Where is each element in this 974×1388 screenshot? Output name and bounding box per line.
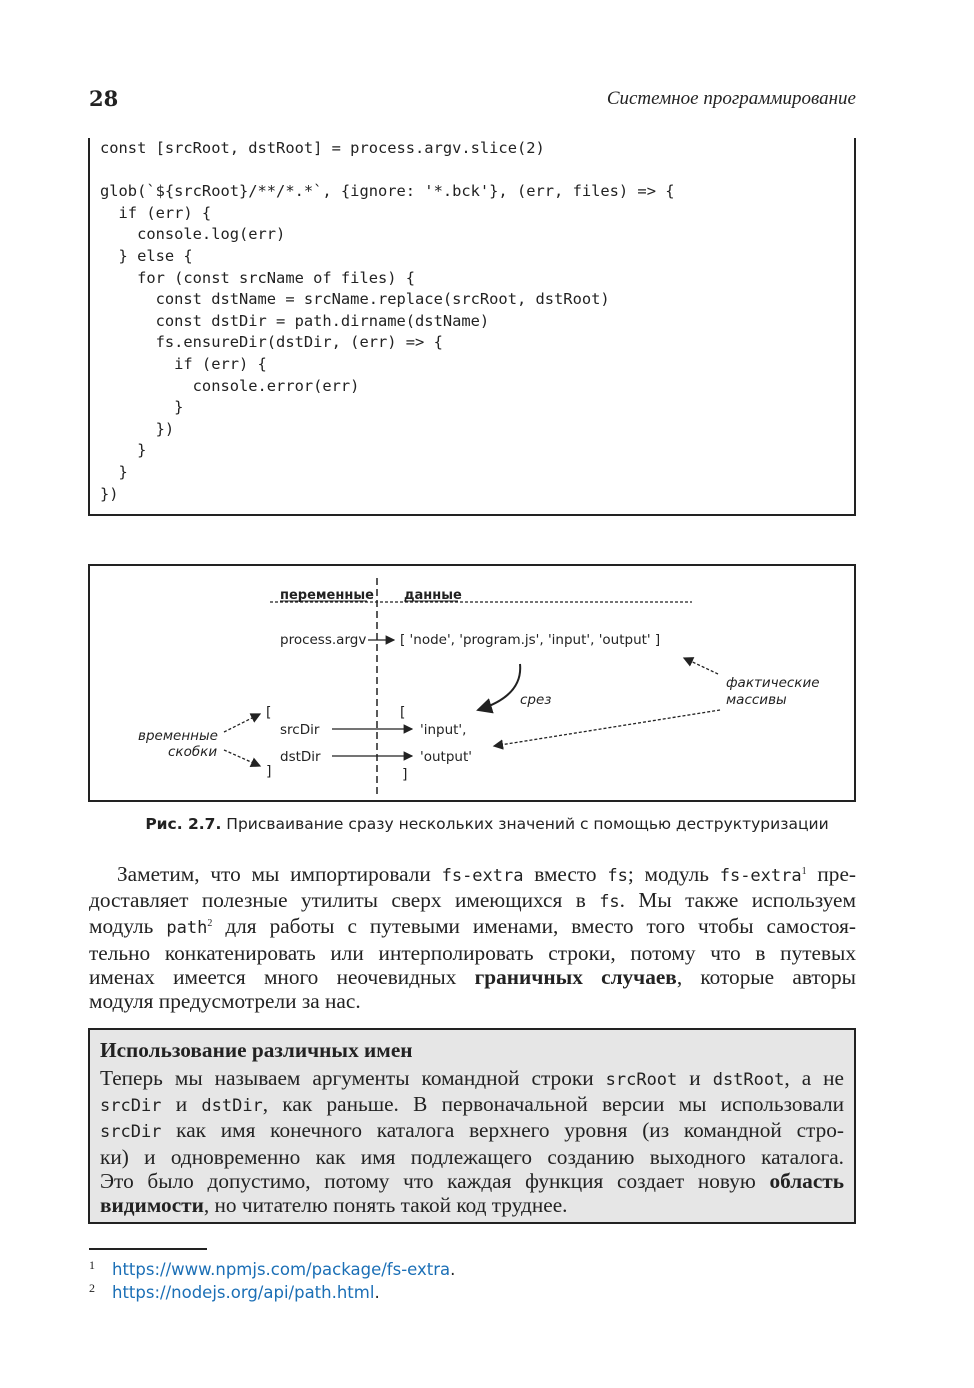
para-line-5: именах имеется много неочевидных граничных случаев, которые авторы	[89, 964, 856, 989]
actual-label-1: фактические	[726, 675, 820, 691]
note-line-2: srcDir и dstDir, как раньше. В первоначальной версии мы использовали	[100, 1092, 845, 1117]
input-value: 'input',	[420, 722, 467, 738]
figure-caption	[0, 815, 974, 833]
caption-text: Присваивание сразу нескольких значений с помощью деструктуризации	[221, 815, 829, 833]
note-line-4: ки) и одновременно как имя подлежащего созданию выходного каталога.	[100, 1144, 844, 1169]
actual-arrow-top	[684, 658, 718, 674]
argv-array: [ 'node', 'program.js', 'input', 'output' ]	[400, 632, 661, 648]
page-number: 28	[89, 86, 119, 111]
para-line-1: Заметим, что мы импортировали fs-extra вместо fs; модуль fs-extra$^1$ пре-	[117, 862, 856, 886]
temp-close-bracket: ]	[266, 764, 272, 780]
para-line-6: модуля предусмотрели за нас.	[89, 989, 361, 1014]
figure-destructuring	[88, 564, 856, 802]
para-line-3: модуль path$^2$ для работы с путевыми именами, вместо того чтобы самостоя-	[89, 914, 856, 939]
data-open-bracket: [	[400, 705, 406, 721]
slice-label: срез	[520, 692, 552, 708]
temp-arrow-bottom	[224, 750, 260, 766]
footnote-2-link[interactable]: https://nodejs.org/api/path.html.	[112, 1283, 380, 1302]
actual-label-2: массивы	[726, 692, 787, 708]
figure-diagram	[90, 566, 858, 804]
para-line-4: тельно конкатенировать или интерполировать строки, потому что в путевых	[89, 940, 856, 965]
code-listing	[88, 138, 856, 516]
temp-arrow-top	[224, 714, 260, 732]
running-title: Системное программирование	[606, 88, 856, 109]
footnote-ref-1: 1	[801, 866, 807, 877]
src-dir-label: srcDir	[280, 722, 320, 738]
temp-label-2: скобки	[168, 744, 218, 760]
dst-dir-label: dstDir	[280, 749, 321, 765]
note-line-1: Теперь мы называем аргументы командной строки srcRoot и dstRoot, а не	[100, 1066, 845, 1090]
note-box	[88, 1028, 856, 1224]
note-body	[100, 1066, 844, 1217]
note-line-3: srcDir как имя конечного каталога верхнего уровня (из командной стро-	[100, 1118, 844, 1143]
footnote-ref-2: 2	[207, 918, 213, 930]
data-close-bracket: ]	[402, 767, 408, 783]
caption-prefix: Рис. 2.7.	[145, 815, 222, 833]
footnote-2-number: 2	[89, 1281, 95, 1295]
actual-arrow-bottom	[494, 710, 720, 746]
code-block: const [srcRoot, dstRoot] = process.argv.slice(2) glob(`${srcRoot}/**/*.*`, {ignore: '*.bck'}, (err, files) => { if (err) { console.log(err) } else { for (const srcName of files) { const dstName = srcName.replace(srcRoot, dstRoot) const dstDir = path.dirname(dstName) fs.ensureDir(dstDir, (err) => { if (err) { console.error(err) } }) } } })	[100, 139, 675, 503]
output-value: 'output'	[420, 749, 472, 765]
temp-label-1: временные	[138, 728, 218, 744]
note-line-5: Это было допустимо, потому что каждая функция создает новую область	[100, 1168, 844, 1193]
para-line-2: доставляет полезные утилиты сверх имеющихся в fs. Мы также используем	[89, 888, 856, 913]
col-vars-label: переменные	[280, 588, 374, 603]
body-paragraph	[89, 862, 856, 1013]
argv-label: process.argv	[280, 632, 367, 648]
footnote-rule	[89, 1248, 207, 1250]
slice-arrow	[478, 664, 520, 710]
temp-open-bracket: [	[266, 705, 272, 721]
footnote-1-number: 1	[89, 1258, 95, 1272]
note-title: Использование различных имен	[100, 1038, 413, 1062]
col-data-label: данные	[404, 588, 462, 603]
note-line-6: видимости, но читателю понять такой код труднее.	[100, 1193, 568, 1218]
footnote-1-link[interactable]: https://www.npmjs.com/package/fs-extra.	[112, 1260, 456, 1279]
